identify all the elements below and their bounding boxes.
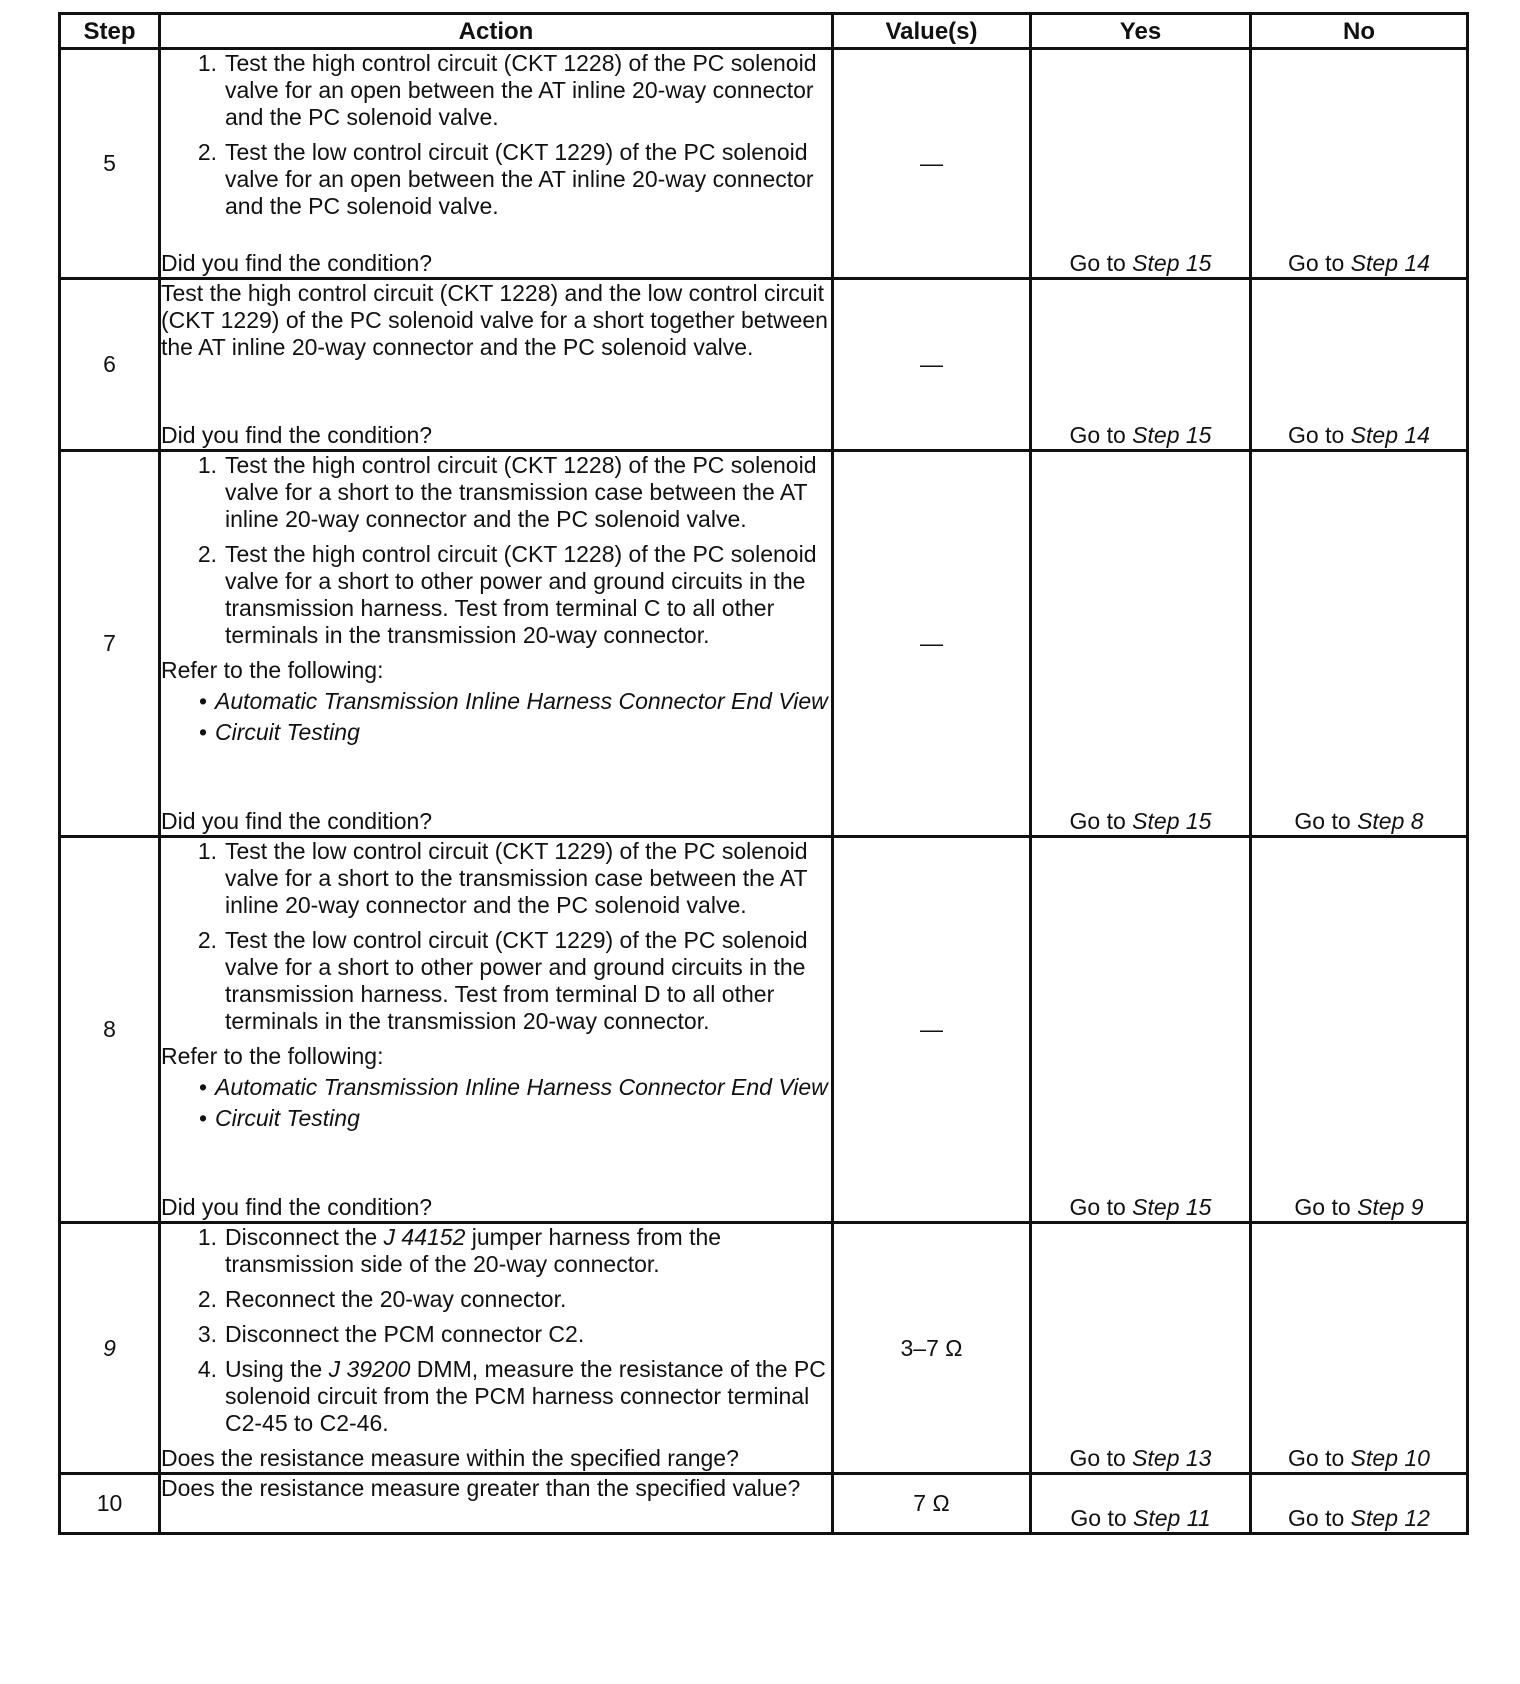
no-cell: Go to Step 9 xyxy=(1251,837,1468,1223)
list-item: 2. Test the low control circuit (CKT 1229) of the PC solenoid valve for an open between the AT inline 20-way connector and the PC solenoid valve. xyxy=(197,139,814,219)
action-cell xyxy=(160,279,833,451)
yes-cell: Go to Step 11 xyxy=(1031,1474,1251,1534)
no-cell: Go to Step 14 xyxy=(1251,49,1468,279)
step-number: 6 xyxy=(60,279,160,451)
header-no: No xyxy=(1251,14,1468,49)
no-step-ref: Step 14 xyxy=(1350,422,1430,448)
table-row-step-8 xyxy=(60,837,1468,1223)
action-steps xyxy=(161,838,831,1043)
list-item: 1. Test the high control circuit (CKT 1228) of the PC solenoid valve for an open between the AT inline 20-way connector and the PC solenoid valve. xyxy=(197,50,817,130)
no-step-ref: Step 9 xyxy=(1357,1194,1424,1220)
no-step-ref: Step 12 xyxy=(1350,1505,1430,1531)
bullet-icon: • xyxy=(198,719,207,745)
bullet-icon: • xyxy=(198,1105,207,1131)
header-row xyxy=(60,14,1468,49)
yes-cell: Go to Step 13 xyxy=(1031,1223,1251,1474)
action-steps xyxy=(161,452,831,657)
table-row-step-7 xyxy=(60,451,1468,837)
yes-step-ref: Step 15 xyxy=(1132,250,1212,276)
yes-step-ref: Step 15 xyxy=(1132,808,1212,834)
action-steps xyxy=(161,50,831,228)
action-question: Did you find the condition? xyxy=(161,422,433,448)
step-number: 9 xyxy=(60,1223,160,1474)
action-cell xyxy=(160,451,833,837)
action-cell xyxy=(160,49,833,279)
refer-label: Refer to the following: xyxy=(161,657,384,683)
header-step: Step xyxy=(60,14,160,49)
value-cell: — xyxy=(833,451,1031,837)
action-question: Does the resistance measure greater than the specified value? xyxy=(161,1475,801,1501)
action-steps xyxy=(161,1224,831,1445)
reference-list xyxy=(161,1074,831,1136)
no-step-ref: Step 14 xyxy=(1350,250,1430,276)
value-cell: — xyxy=(833,279,1031,451)
reference-item: • Circuit Testing xyxy=(161,719,831,746)
value-cell: — xyxy=(833,837,1031,1223)
table-row-step-9 xyxy=(60,1223,1468,1474)
list-item: 4. Using the J 39200 DMM, measure the resistance of the PC solenoid circuit from the PCM harness connector terminal C2-45 to C2-46. xyxy=(197,1356,826,1436)
reference-item: • Automatic Transmission Inline Harness Connector End View xyxy=(161,688,831,715)
list-item: 2. Test the low control circuit (CKT 1229) of the PC solenoid valve for a short to other power and ground circuits in the transmission harness. Test from terminal D to all other terminals in the transmission 20-way connector. xyxy=(197,927,808,1034)
no-cell: Go to Step 12 xyxy=(1251,1474,1468,1534)
tool-reference: J 44152 xyxy=(383,1224,466,1250)
list-item: 2. Test the high control circuit (CKT 1228) of the PC solenoid valve for a short to other power and ground circuits in the transmission harness. Test from terminal C to all other terminals in the transmission 20-way connector. xyxy=(197,541,817,648)
step-number: 8 xyxy=(60,837,160,1223)
no-step-ref: Step 8 xyxy=(1357,808,1424,834)
list-item: 3. Disconnect the PCM connector C2. xyxy=(197,1321,585,1347)
refer-label: Refer to the following: xyxy=(161,1043,384,1069)
table-row-step-6 xyxy=(60,279,1468,451)
diagnostic-table xyxy=(58,12,1469,1535)
header-action: Action xyxy=(160,14,833,49)
reference-list xyxy=(161,688,831,750)
value-cell: 3–7 Ω xyxy=(833,1223,1031,1474)
value-cell: — xyxy=(833,49,1031,279)
value-cell: 7 Ω xyxy=(833,1474,1031,1534)
action-question: Did you find the condition? xyxy=(161,250,433,276)
table-row-step-5 xyxy=(60,49,1468,279)
no-step-ref: Step 10 xyxy=(1350,1445,1430,1471)
action-question: Did you find the condition? xyxy=(161,1194,433,1220)
no-cell: Go to Step 8 xyxy=(1251,451,1468,837)
action-paragraph: Test the high control circuit (CKT 1228) and the low control circuit (CKT 1229) of the PC solenoid valve for a short together between the AT inline 20-way connector and the PC solenoid valve. xyxy=(161,280,828,360)
reference-item: • Circuit Testing xyxy=(161,1105,831,1132)
action-question: Does the resistance measure within the specified range? xyxy=(161,1445,739,1471)
action-cell xyxy=(160,1223,833,1474)
list-item: 2. Reconnect the 20-way connector. xyxy=(197,1286,567,1312)
bullet-icon: • xyxy=(198,688,207,714)
yes-step-ref: Step 15 xyxy=(1132,1194,1212,1220)
yes-step-ref: Step 13 xyxy=(1132,1445,1212,1471)
yes-cell: Go to Step 15 xyxy=(1031,49,1251,279)
yes-cell: Go to Step 15 xyxy=(1031,451,1251,837)
action-cell xyxy=(160,837,833,1223)
step-number: 5 xyxy=(60,49,160,279)
yes-step-ref: Step 15 xyxy=(1132,422,1212,448)
table-row-step-10 xyxy=(60,1474,1468,1534)
bullet-icon: • xyxy=(198,1074,207,1100)
no-cell: Go to Step 14 xyxy=(1251,279,1468,451)
action-cell xyxy=(160,1474,833,1534)
tool-reference: J 39200 xyxy=(328,1356,411,1382)
list-item: 1. Test the low control circuit (CKT 1229) of the PC solenoid valve for a short to the transmission case between the AT inline 20-way connector and the PC solenoid valve. xyxy=(197,838,808,918)
list-item: 1. Disconnect the J 44152 jumper harness from the transmission side of the 20-way connector. xyxy=(197,1224,722,1277)
reference-item: • Automatic Transmission Inline Harness Connector End View xyxy=(161,1074,831,1101)
yes-cell: Go to Step 15 xyxy=(1031,837,1251,1223)
yes-step-ref: Step 11 xyxy=(1133,1505,1211,1531)
no-cell: Go to Step 10 xyxy=(1251,1223,1468,1474)
header-values: Value(s) xyxy=(833,14,1031,49)
list-item: 1. Test the high control circuit (CKT 1228) of the PC solenoid valve for a short to the transmission case between the AT inline 20-way connector and the PC solenoid valve. xyxy=(197,452,817,532)
header-yes: Yes xyxy=(1031,14,1251,49)
action-question: Did you find the condition? xyxy=(161,808,433,834)
step-number: 7 xyxy=(60,451,160,837)
step-number: 10 xyxy=(60,1474,160,1534)
yes-cell: Go to Step 15 xyxy=(1031,279,1251,451)
